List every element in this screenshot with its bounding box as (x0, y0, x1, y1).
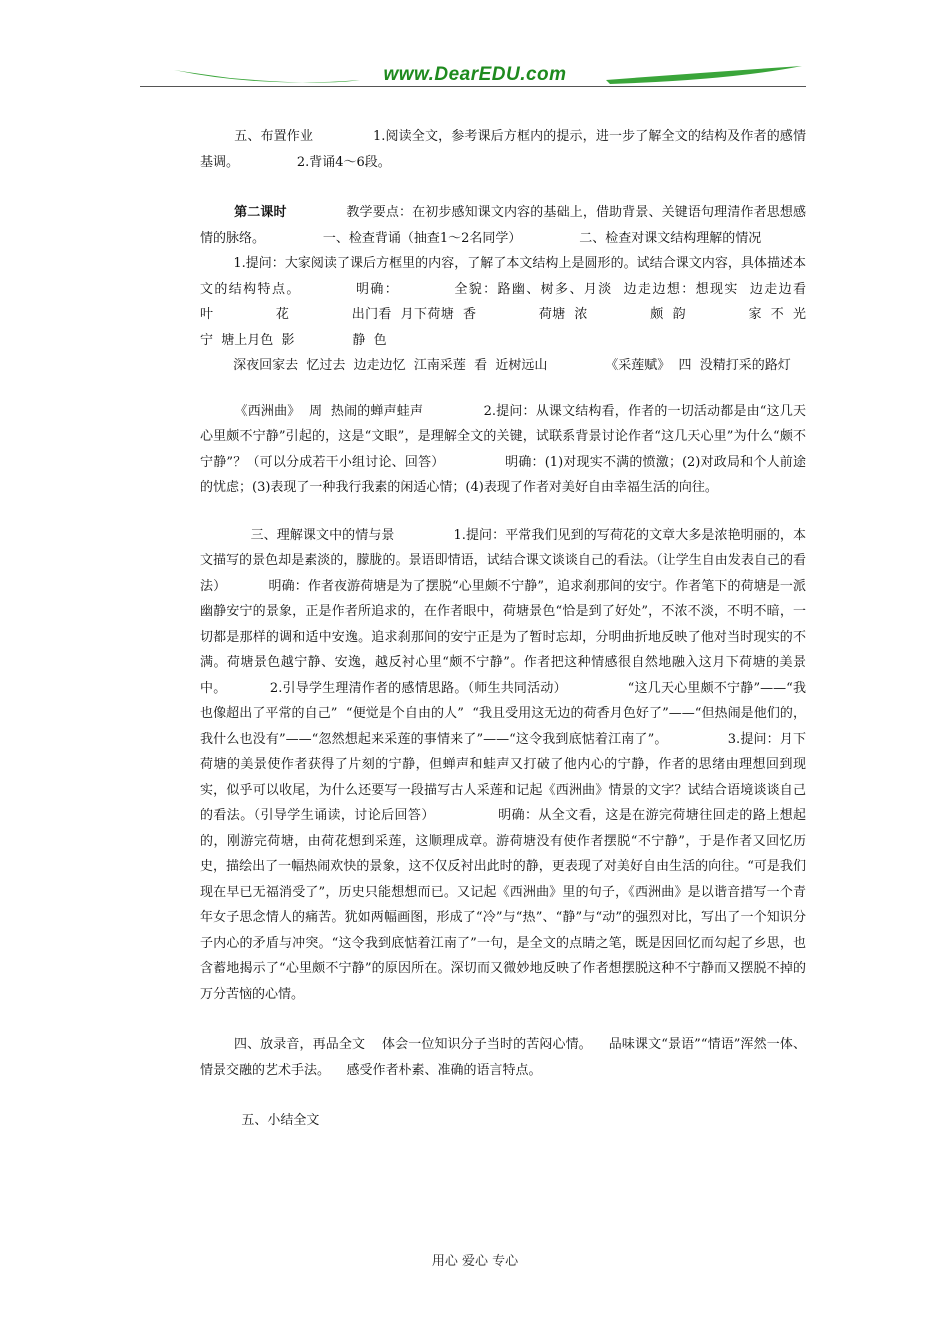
structure-outline-paragraph: 深夜回家去 忆过去 边走边忆 江南采莲 看 近树远山 《采莲赋》 四 没精打采的路灯 (200, 358, 791, 373)
document-body (200, 124, 897, 1134)
site-logo-text[interactable]: www.DearEDU.com (383, 64, 567, 85)
header-divider (140, 86, 806, 87)
recording-paragraph: 四、放录音，再品全文 体会一位知识分子当时的苦闷心情。 品味课文“景语”“情语”浑然一体、情景交融的艺术手法。 感受作者朴素、准确的语言特点。 (200, 1037, 806, 1078)
lesson-two-text: 教学要点：在初步感知课文内容的基础上，借助背景、关键语句理清作者思想感情的脉络。 一、检查背诵（抽查1～2名同学） 二、检查对课文结构理解的情况 (200, 205, 806, 246)
left-swoosh-icon (174, 70, 360, 83)
emotion-scene-paragraph: 三、理解课文中的情与景 1.提问：平常我们见到的写荷花的文章大多是浓艳明丽的，本文描写的景色却是素淡的，朦胧的。景语即情语，试结合课文谈谈自己的看法。（让学生自由发表自己的看法） 明确：作者夜游荷塘是为了摆脱“心里颇不宁静”，追求刹那间的安宁。作者笔下的荷塘是一派幽静安宁的景象，正是作者所追求的，在作者眼中，荷塘景色“恰是到了好处”，不浓不淡，不明不暗，一切都是那样的调和适中安逸。追求刹那间的安宁正是为了暂时忘却，分明曲折地反映了他对当时现实的不满。荷塘景色越宁静、安逸，越反衬心里“颇不宁静”。作者把这种情感很自然地融入这月下荷塘的美景中。 2.引导学生理清作者的感情思路。（师生共同活动） “这几天心里颇不宁静”——“我也像超出了平常的自己” “便觉是个自由的人” “我且受用这无边的荷香月色好了”——“但热闹是他们的，我什么也没有”——“忽然想起来采莲的事情来了”——“这令我到底惦着江南了”。 3.提问：月下荷塘的美景使作者获得了片刻的宁静，但蝉声和蛙声又打破了他内心的宁静，作者的思绪由理想回到现实，似乎可以收尾，为什么还要写一段描写古人采莲和记起《西洲曲》情景的文字？试结合语境谈谈自己的看法。（引导学生诵读，讨论后回答） 明确：从全文看，这是在游完荷塘往回走的路上想起的，刚游完荷塘，由荷花想到采莲，这顺理成章。游荷塘没有使作者摆脱“不宁静”，于是作者又回忆历史，描绘出了一幅热闹欢快的景象，这不仅反衬出此时的静，更表现了对美好自由生活的向往。“可是我们现在早已无福消受了”，历史只能想想而已。又记起《西洲曲》里的句子，《西洲曲》是以谐音措写一个青年女子思念情人的痛苦。犹如两幅画图，形成了“冷”与“热”、“静”与“动”的强烈对比，写出了一个知识分子内心的矛盾与冲突。“这令我到底惦着江南了”一句，是全文的点睛之笔，既是因回忆而勾起了乡思，也含蓄地揭示了“心里颇不宁静”的原因所在。深切而又微妙地反映了作者想摆脱这种不宁静而又摆脱不掉的万分苦恼的心情。 (200, 527, 806, 1002)
structure-question-paragraph: 1.提问：大家阅读了课后方框里的内容，了解了本文结构上是圆形的。试结合课文内容，具体描述本文的结构特点。 明确： 全貌：路幽、树多、月淡 边走边想：想现实 边走边看 叶 花 出门看 月下荷塘 香 荷塘 浓 颇 韵 家 不 光 宁 塘上月色 影 静 色 (200, 256, 897, 348)
lesson-two-title: 第二课时 (234, 205, 287, 220)
right-swoosh-icon (606, 66, 802, 84)
summary-heading: 五、小结全文 (200, 1113, 320, 1128)
lesson-two-paragraph (200, 200, 806, 251)
eye-of-text-paragraph: 《西洲曲》 周 热闹的蝉声蛙声 2.提问：从课文结构看，作者的一切活动都是由“这几天心里颇不宁静”引起的，这是“文眼”，是理解全文的关键，试联系背景讨论作者“这几天心里”为什么“颇不宁静”？（可以分成若干小组讨论、回答） 明确：(1)对现实不满的愤激；(2)对政局和个人前途的忧虑；(3)表现了一种我行我素的闲适心情；(4)表现了作者对美好自由幸福生活的向往。 (200, 403, 807, 495)
homework-paragraph: 五、布置作业 1.阅读全文，参考课后方框内的提示，进一步了解全文的结构及作者的感情基调。 2.背诵4～6段。 (200, 129, 806, 170)
page-footer: 用心 爱心 专心 (431, 1254, 519, 1269)
